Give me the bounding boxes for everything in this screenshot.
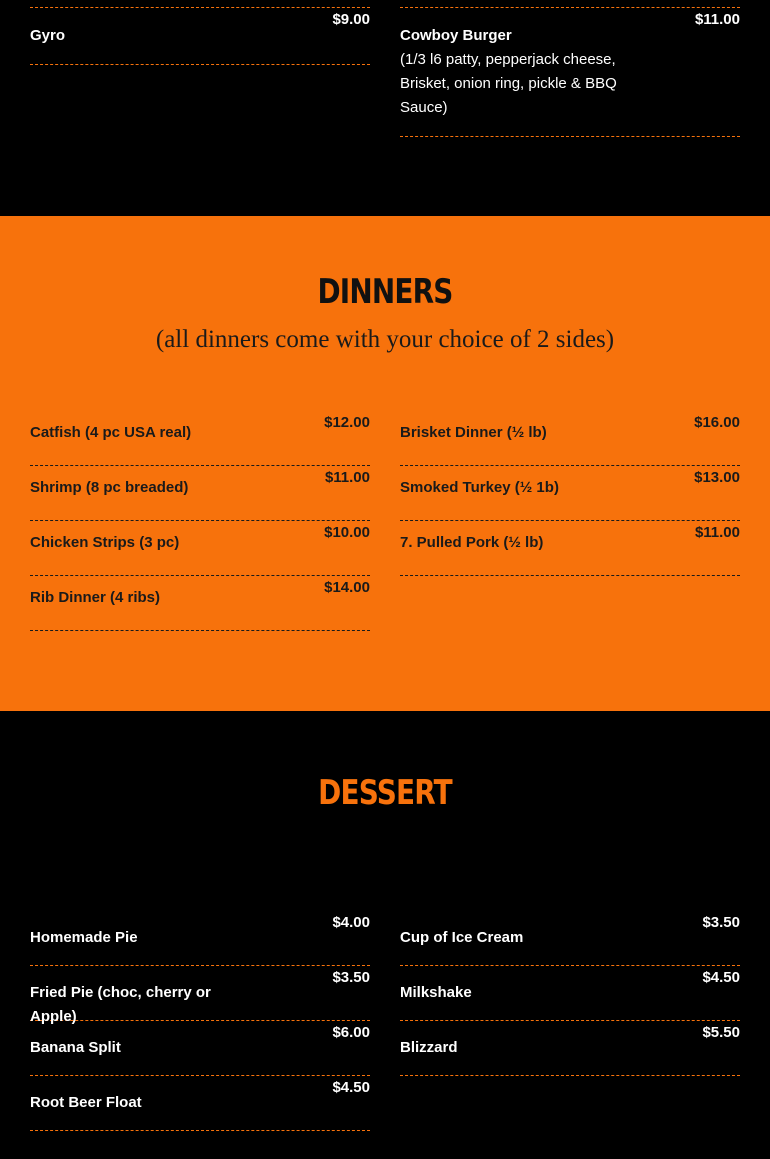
top-right-column xyxy=(400,0,740,137)
menu-item xyxy=(30,8,370,65)
item-price: $11.00 xyxy=(694,524,740,541)
menu-item xyxy=(400,521,740,576)
menu-item xyxy=(30,466,370,521)
item-price: $3.50 xyxy=(702,914,740,931)
dessert-left-column xyxy=(30,911,370,1131)
item-name: Blizzard xyxy=(400,1039,458,1056)
item-price: $9.00 xyxy=(332,11,370,28)
top-left-column xyxy=(30,0,370,65)
item-price: $3.50 xyxy=(332,969,370,986)
item-price: $5.50 xyxy=(702,1024,740,1041)
menu-item xyxy=(400,911,740,966)
item-name: Fried Pie (choc, cherry or Apple) xyxy=(30,984,211,1025)
item-name: Chicken Strips (3 pc) xyxy=(30,534,180,551)
menu-item xyxy=(30,911,370,966)
item-price: $14.00 xyxy=(324,579,370,596)
item-name: Catfish (4 pc USA real) xyxy=(30,424,192,441)
item-name: Cup of Ice Cream xyxy=(400,929,524,946)
divider xyxy=(30,0,370,8)
item-price: $4.50 xyxy=(332,1079,370,1096)
item-price: $4.00 xyxy=(332,914,370,931)
dinners-section xyxy=(0,216,770,711)
menu-item xyxy=(30,576,370,631)
item-price: $4.50 xyxy=(702,969,740,986)
menu-item xyxy=(30,1076,370,1131)
section-title: DESSERT xyxy=(318,773,452,813)
section-title: DINNERS xyxy=(317,272,453,312)
menu-item xyxy=(30,521,370,576)
sandwiches-section-tail xyxy=(0,0,770,216)
section-subtitle: (all dinners come with your choice of 2 sides) xyxy=(155,326,615,353)
menu-item xyxy=(30,1021,370,1076)
dinners-right-column xyxy=(400,411,740,576)
item-price: $13.00 xyxy=(694,469,740,486)
menu-item xyxy=(400,1021,740,1076)
dessert-right-column xyxy=(400,911,740,1076)
item-name: Banana Split xyxy=(30,1039,121,1056)
dinners-left-column xyxy=(30,411,370,631)
item-name: Homemade Pie xyxy=(30,929,138,946)
item-price: $16.00 xyxy=(694,414,740,431)
item-name: Cowboy Burger xyxy=(400,27,512,44)
item-name: Root Beer Float xyxy=(30,1094,142,1111)
item-name: Smoked Turkey (½ 1b) xyxy=(400,479,559,496)
item-description: (1/3 l6 patty, pepperjack cheese, Brisket, onion ring, pickle & BBQ Sauce) xyxy=(400,51,617,116)
item-price: $11.00 xyxy=(324,469,370,486)
menu-item xyxy=(400,411,740,466)
item-price: $10.00 xyxy=(324,524,370,541)
menu-item xyxy=(30,411,370,466)
item-name: Milkshake xyxy=(400,984,472,1001)
item-name: Shrimp (8 pc breaded) xyxy=(30,479,189,496)
item-price: $11.00 xyxy=(694,11,740,28)
item-price: $6.00 xyxy=(332,1024,370,1041)
item-name: Gyro xyxy=(30,27,66,44)
item-name: 7. Pulled Pork (½ lb) xyxy=(400,534,544,551)
menu-item xyxy=(400,466,740,521)
menu-item xyxy=(400,966,740,1021)
dessert-section xyxy=(0,711,770,1159)
item-price: $12.00 xyxy=(324,414,370,431)
item-name: Brisket Dinner (½ lb) xyxy=(400,424,547,441)
item-name: Rib Dinner (4 ribs) xyxy=(30,589,161,606)
menu-item xyxy=(400,8,740,137)
divider xyxy=(400,0,740,8)
menu-item xyxy=(30,966,370,1025)
